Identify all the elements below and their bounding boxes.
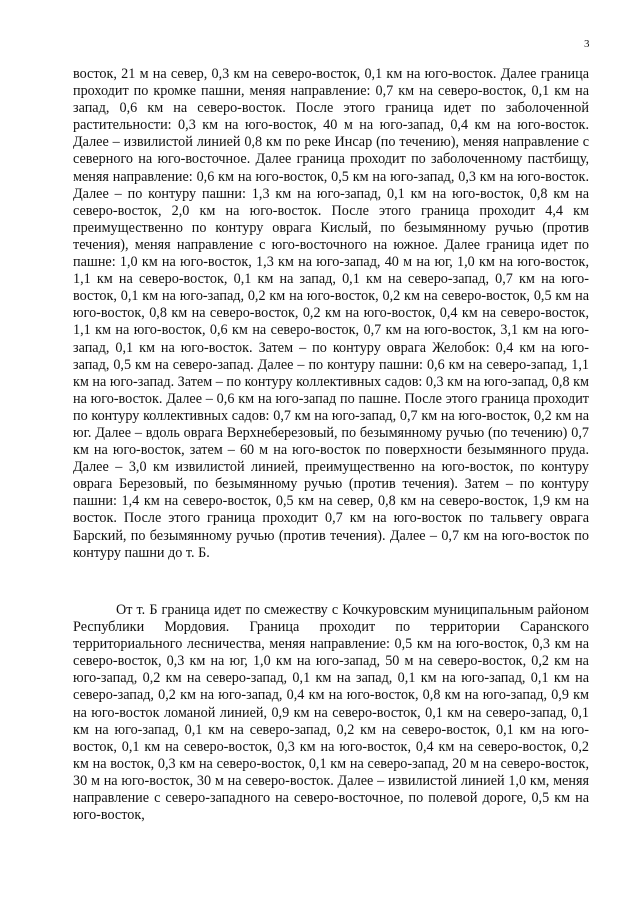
paragraph-text: восток, 21 м на север, 0,3 км на северо-восток, 0,1 км на юго-восток. Далее граница проходит по кромке пашни, меняя направление: 0,7 км на северо-восток, 0,1 км на запад, 0,6 км на северо-восток. После этого граница идет по заболоченной растительности: 0,3 км на юго-восток, 40 м на юго-запад, 0,4 км на юго-восток. Далее – извилистой линией 0,8 км по реке Инсар (по течению), меняя направление с северного на юго-восточное. Далее граница проходит по заболоченному пастбищу, меняя направление: 0,6 км на юго-восток, 0,5 км на юго-запад, 0,3 км на юго-восток. Далее – по контуру пашни: 1,3 км на юго-запад, 0,1 км на юго-восток, 0,8 км на северо-восток, 2,0 км на юго-восток. После этого граница проходит 4,4 км преимущественно по контуру оврага Кислый, по безымянному ручью (против течения), меняя направление с юго-восточного на южное. Далее граница идет по пашне: 1,0 км на юго-восток, 1,3 км на юго-запад, 40 м на юг, 1,0 км на юго-восток, 1,1 км на северо-восток, 0,1 км на запад, 0,1 км на северо-запад, 0,7 км на юго-восток, 0,1 км на юго-запад, 0,2 км на юго-восток, 0,2 км на северо-восток, 0,5 км на юго-восток, 0,8 км на северо-восток, 0,2 км на юго-восток, 0,4 км на северо-восток, 1,1 км на юго-восток, 0,6 км на северо-восток, 0,7 км на юго-восток, 3,1 км на юго-запад, 0,1 км на юго-восток. Затем – по контуру оврага Желобок: 0,4 км на юго-запад, 0,5 км на северо-запад. Далее – по контуру пашни: 0,6 км на северо-запад, 1,1 км на юго-запад. Затем – по контуру коллективных садов: 0,3 км на юго-запад, 0,8 км на юго-восток. Далее – 0,6 км на юго-запад по пашне. После этого граница проходит по контуру коллективных садов: 0,7 км на юго-запад, 0,7 км на юго-восток, 0,2 км на юг. Далее – вдоль оврага Верхнеберезовый, по безымянному ручью (по течению) 0,7 км на юго-восток, затем – 60 м на юго-восток по поверхности безымянного пруда. Далее – 3,0 км извилистой линией, преимущественно на юго-восток, по контуру оврага Березовый, по безымянному ручью (против течения). Затем – по контуру пашни: 1,4 км на северо-восток, 0,5 км на север, 0,8 км на северо-восток, 1,9 км на восток. После этого граница проходит 0,7 км на юго-восток по тальвегу оврага Барский, по безымянному ручью (против течения). Далее – 0,7 км на юго-восток по контуру пашни до т. Б. — [73, 66, 589, 561]
page-number: 3 — [584, 38, 590, 50]
paragraph-text: От т. Б граница идет по смежеству с Кочкуровским муниципальным районом Республики Мордовия. Граница проходит по территории Саранского территориального лесничества, меняя направление: 0,5 км на юго-восток, 0,3 км на северо-восток, 0,3 км на юг, 1,0 км на юго-запад, 50 м на северо-восток, 0,2 км на юго-запад, 0,2 км на северо-запад, 0,1 км на запад, 0,1 км на юго-запад, 0,1 км на северо-запад, 0,2 км на юго-запад, 0,4 км на юго-восток, 0,8 км на юго-запад, 0,9 км на юго-восток ломаной линией, 0,9 км на северо-восток, 0,1 км на северо-запад, 0,1 км на юго-запад, 0,1 км на северо-запад, 0,2 км на северо-восток, 0,1 км на юго-восток, 0,1 км на северо-восток, 0,3 км на юго-восток, 0,4 км на северо-восток, 0,2 км на восток, 0,3 км на северо-восток, 0,1 км на северо-запад, 20 м на северо-восток, 30 м на юго-восток, 30 м на северо-восток. Далее – извилистой линией 1,0 км, меняя направление с северо-западного на северо-восточное, по полевой дороге, 0,5 км на юго-восток, — [73, 602, 589, 824]
paragraph-boundary-description-part2 — [73, 602, 589, 824]
paragraph-boundary-description-part1 — [73, 66, 589, 562]
